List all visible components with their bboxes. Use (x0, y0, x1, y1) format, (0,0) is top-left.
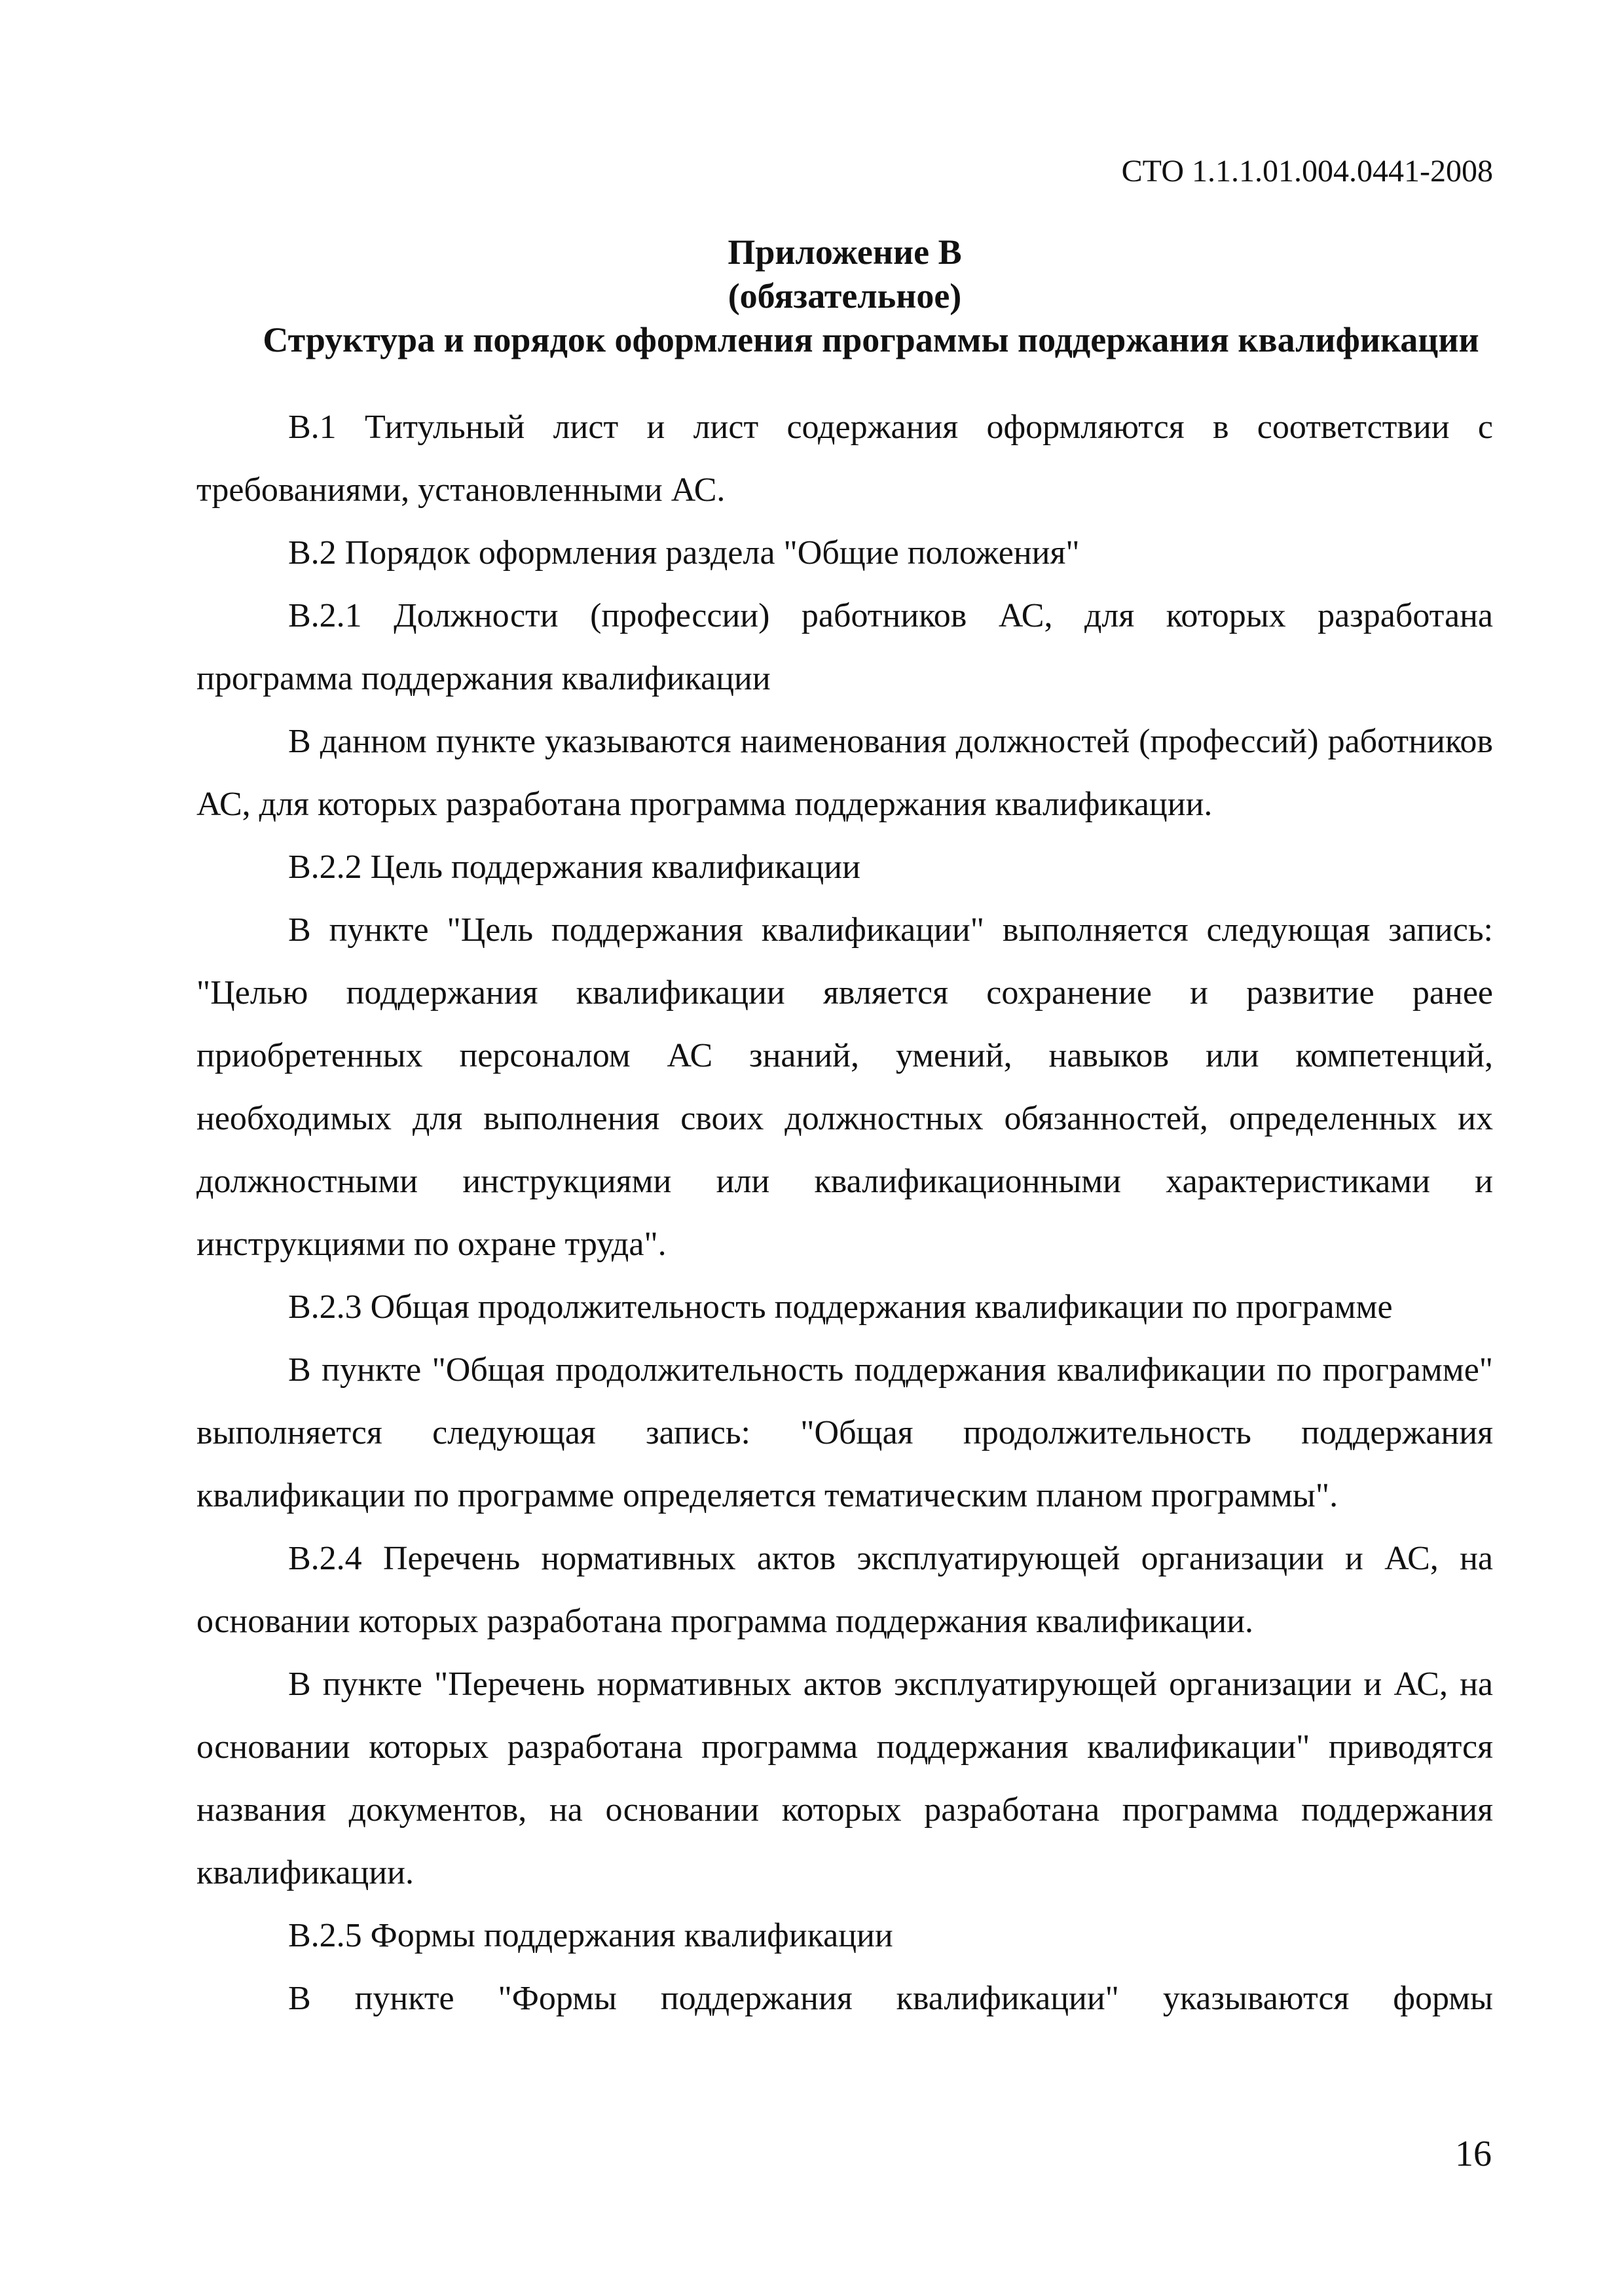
appendix-status: (обязательное) (728, 276, 962, 316)
paragraph-b2-2-text: В пункте "Цель поддержания квалификации" выполняется следующая запись: "Целью поддержания квалификации является сохранение и развитие ранее приобретенных персоналом АС знаний, умений, навыков или компетенций, необходимых для выполнения своих должностных обязанностей, определенных их должностными инструкциями или квалификационными характеристиками и инструкциями по охране труда". (196, 911, 1493, 1263)
paragraph-b2-5: В.2.5 Формы поддержания квалификации (288, 1917, 893, 1954)
body-text (196, 396, 1493, 2030)
paragraph-b2-4: В.2.4 Перечень нормативных актов эксплуатирующей организации и АС, на основании которых разработана программа поддержания квалификации. (196, 1540, 1493, 1640)
appendix-heading-block (196, 230, 1493, 362)
appendix-label: Приложение В (728, 232, 962, 272)
paragraph-b2-2: В.2.2 Цель поддержания квалификации (288, 848, 860, 886)
appendix-title: Структура и порядок оформления программы поддержания квалификации (263, 320, 1479, 359)
paragraph-b2-5-text: В пункте "Формы поддержания квалификации" указываются формы (288, 1980, 1493, 2017)
paragraph-b2-4-text: В пункте "Перечень нормативных актов эксплуатирующей организации и АС, на основании которых разработана программа поддержания квалификации" приводятся названия документов, на основании которых разработана программа поддержания квалификации. (196, 1666, 1493, 1891)
paragraph-b2-3-text: В пункте "Общая продолжительность поддержания квалификации по программе" выполняется следующая запись: "Общая продолжительность поддержания квалификации по программе определяется тематическим планом программы". (196, 1351, 1493, 1514)
document-code: СТО 1.1.1.01.004.0441-2008 (1121, 154, 1493, 189)
paragraph-b1: В.1 Титульный лист и лист содержания оформляются в соответствии с требованиями, установленными АС. (196, 409, 1493, 509)
paragraph-b2-1: В.2.1 Должности (профессии) работников АС, для которых разработана программа поддержания квалификации (196, 597, 1493, 697)
paragraph-b2: В.2 Порядок оформления раздела "Общие положения" (288, 534, 1080, 572)
paragraph-b2-1-text: В данном пункте указываются наименования должностей (профессий) работников АС, для которых разработана программа поддержания квалификации. (196, 723, 1493, 823)
paragraph-b2-3: В.2.3 Общая продолжительность поддержания квалификации по программе (288, 1288, 1393, 1326)
page-number: 16 (1455, 2134, 1492, 2174)
